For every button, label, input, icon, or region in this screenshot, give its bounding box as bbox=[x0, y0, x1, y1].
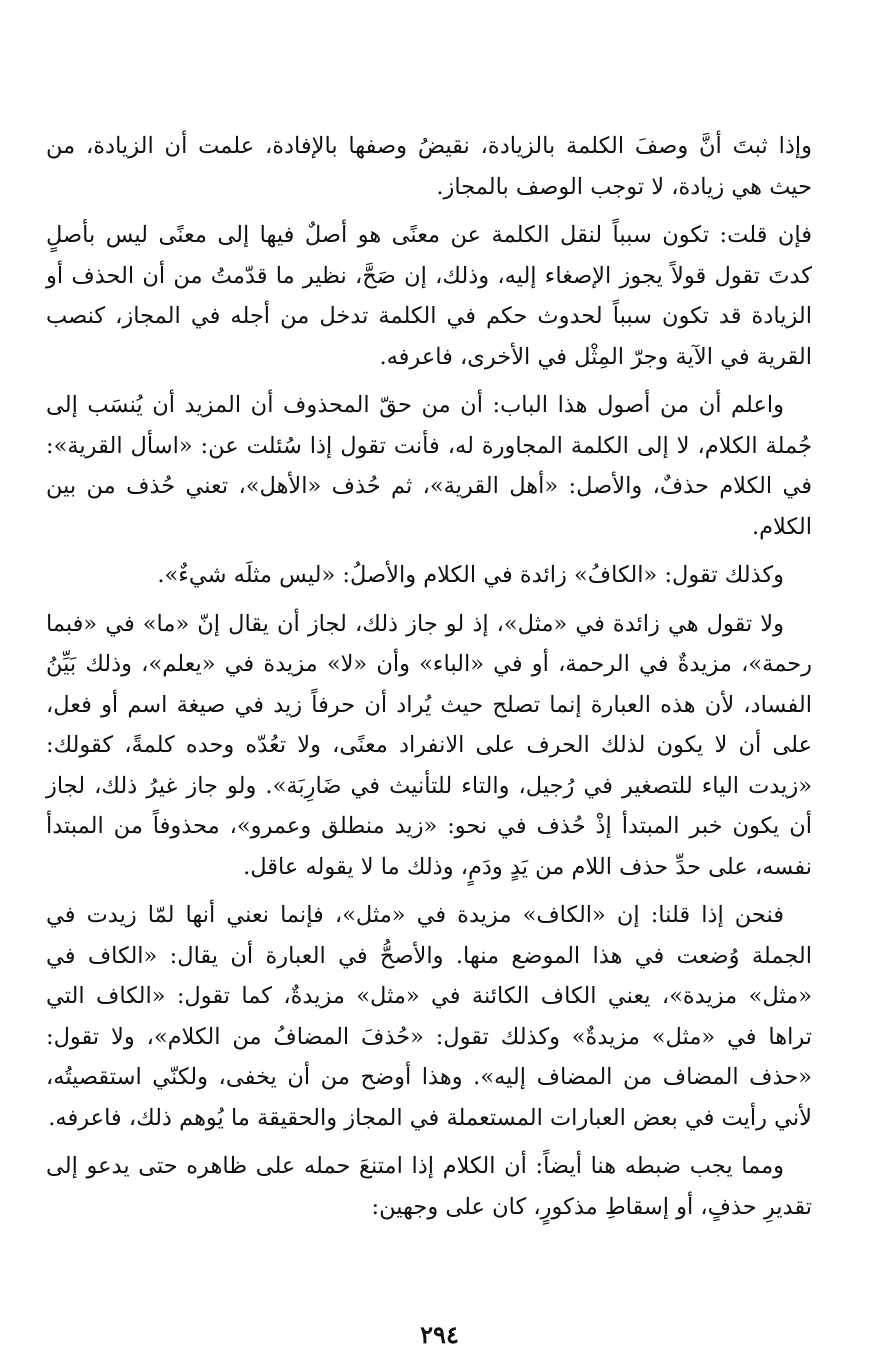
page-number: ٢٩٤ bbox=[420, 1320, 459, 1349]
paragraph-2: فإن قلت: تكون سبباً لنقل الكلمة عن معنًى هو أصلٌ فيها إلى معنًى ليس بأصلٍ كدتَ تقول قولاً يجوز الإصغاء إليه، وذلك، إن صَحَّ، نظير ما قدّمتُ من أن الحذف أو الزيادة قد تكون سبباً لحدوث حكم في الكلمة تدخل من أجله في المجاز، كنصب القرية في الآية وجرّ المِثْل في الأخرى، فاعرفه. bbox=[46, 222, 812, 370]
paragraph-6: فنحن إذا قلنا: إن «الكاف» مزيدة في «مثل»، فإنما نعني أنها لمّا زيدت في الجملة وُضعت في هذا الموضع منها. والأصحُّ في العبارة أن يقال: «الكاف في «مثل» مزيدة»، يعني الكاف الكائنة في «مثل» مزيدةٌ، كما تقول: «الكاف التي تراها في «مثل» مزيدةٌ» وكذلك تقول: «حُذفَ المضافُ من الكلام»، ولا تقول: «حذف المضاف من المضاف إليه». وهذا أوضح من أن يخفى، ولكنّي استقصيتُه، لأني رأيت في بعض العبارات المستعملة في المجاز والحقيقة ما يُوهم ذلك، فاعرفه. bbox=[46, 902, 812, 1131]
paragraph-3: واعلم أن من أصول هذا الباب: أن من حقّ المحذوف أن المزيد أن يُنسَب إلى جُملة الكلام، لا إلى الكلمة المجاورة له، فأنت تقول إذا سُئلت عن: «اسأل القرية»: في الكلام حذفٌ، والأصل: «أهل القرية»، ثم حُذف «الأهل»، تعني حُذف من بين الكلام. bbox=[46, 392, 812, 540]
paragraph-1: وإذا ثبتَ أنَّ وصفَ الكلمة بالزيادة، نقيضُ وصفها بالإفادة، علمت أن الزيادة، من حيث هي زيادة، لا توجب الوصف بالمجاز. bbox=[46, 133, 812, 200]
paragraph-7: ومما يجب ضبطه هنا أيضاً: أن الكلام إذا امتنعَ حمله على ظاهره حتى يدعو إلى تقديرِ حذفٍ، أو إسقاطِ مذكورٍ، كان على وجهين: bbox=[46, 1153, 812, 1220]
page-body bbox=[46, 126, 812, 1235]
paragraph-5: ولا تقول هي زائدة في «مثل»، إذ لو جاز ذلك، لجاز أن يقال إنّ «ما» في «فبما رحمة»، مزيدةٌ في الرحمة، أو في «الباء» وأن «لا» مزيدة في «يعلم»، وذلك بَيِّنُ الفساد، لأن هذه العبارة إنما تصلح حيث يُراد أن حرفاً زيد في صيغة اسم أو فعل، على أن لا يكون لذلك الحرف على الانفراد معنًى، ولا تعُدّه وحده كلمةً، كقولك: «زيدت الياء للتصغير في رُجيل، والتاء للتأنيث في ضَارِبَة». ولو جاز غيرُ ذلك، لجاز أن يكون خبر المبتدأ إذْ حُذف في نحو: «زيد منطلق وعمرو»، محذوفاً من المبتدأ نفسه، على حدِّ حذف اللام من يَدٍ ودَمٍ، وذلك ما لا يقوله عاقل. bbox=[46, 610, 812, 880]
paragraph-4: وكذلك تقول: «الكافُ» زائدة في الكلام والأصلُ: «ليس مثلَه شيءٌ». bbox=[157, 562, 784, 588]
